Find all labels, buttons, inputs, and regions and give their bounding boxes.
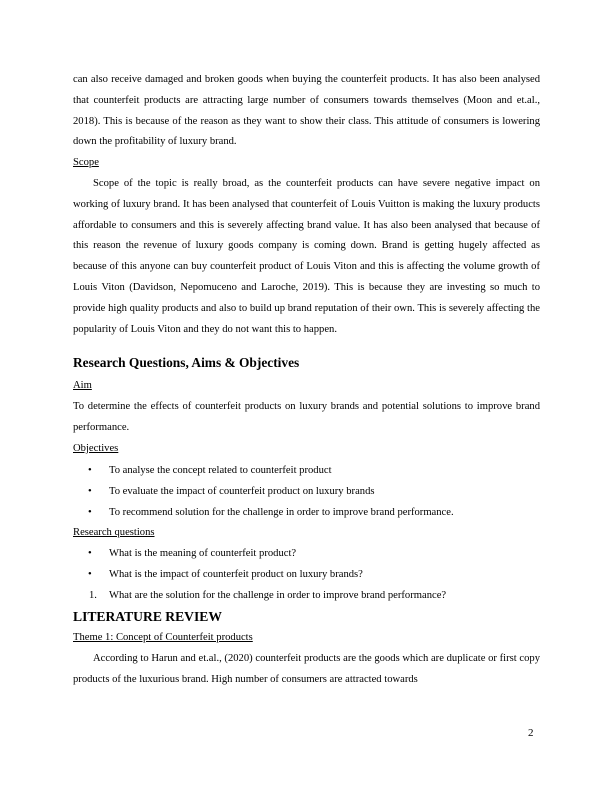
- objective-text: To analyse the concept related to counterfeit product: [109, 464, 332, 476]
- question-text: What is the meaning of counterfeit product?: [109, 548, 297, 560]
- list-item: [73, 481, 540, 502]
- theme-label: Theme 1: Concept of Counterfeit products: [73, 632, 253, 644]
- research-questions-list: [73, 543, 540, 585]
- objectives-list: [73, 460, 540, 523]
- objectives-label: Objectives: [73, 442, 119, 454]
- literature-review-heading: LITERATURE REVIEW: [73, 609, 222, 625]
- aim-paragraph: To determine the effects of counterfeit products on luxury brands and potential solutions to improve brand performance.: [73, 401, 540, 433]
- research-questions-label: Research questions: [73, 526, 155, 538]
- bullet-icon: •: [88, 569, 92, 581]
- page-number: 2: [528, 727, 534, 739]
- research-questions-heading: Research Questions, Aims & Objectives: [73, 355, 300, 371]
- bullet-icon: •: [88, 506, 92, 518]
- list-item: [73, 460, 540, 481]
- theme-paragraph: According to Harun and et.al., (2020) counterfeit products are the goods which are duplicate or first copy products of the luxurious brand. High number of consumers are attracted towards: [73, 653, 540, 685]
- list-item: [73, 564, 540, 585]
- intro-paragraph: can also receive damaged and broken goods when buying the counterfeit products. It has also been analysed that counterfeit products are attracting large number of consumers towards themselves (Moon and et.al., 2018). This is because of the reason as they want to show their class. This attitude of consumers is lowering down the profitability of luxury brand.: [73, 74, 540, 148]
- list-item: [73, 585, 540, 606]
- page-content: [73, 70, 540, 691]
- list-item: [73, 502, 540, 523]
- question-text: What is the impact of counterfeit product on luxury brands?: [109, 569, 363, 581]
- bullet-icon: •: [88, 464, 92, 476]
- question-text: What are the solution for the challenge in order to improve brand performance?: [109, 590, 447, 602]
- objective-text: To evaluate the impact of counterfeit product on luxury brands: [109, 485, 375, 497]
- scope-paragraph: Scope of the topic is really broad, as the counterfeit products can have severe negative impact on working of luxury brand. It has been analysed that counterfeit of Louis Vuitton is making the luxury products affordable to consumers and this is severely affecting brand value. It has also been analysed that because of this reason the revenue of luxury goods company is coming down. Brand is getting hugely affected as because of this anyone can buy counterfeit product of Louis Viton and this is affecting the volume growth of Louis Viton (Davidson, Nepomuceno and Laroche, 2019). This is because they are investing so much to provide high quality products and also to build up brand reputation of their own. This is severely affecting the popularity of Louis Viton and they do not want this to happen.: [73, 177, 540, 335]
- bullet-icon: •: [88, 548, 92, 560]
- numbered-questions-list: [73, 585, 540, 606]
- aim-label: Aim: [73, 380, 92, 392]
- objective-text: To recommend solution for the challenge in order to improve brand performance.: [109, 506, 454, 518]
- list-item: [73, 543, 540, 564]
- list-number: 1.: [89, 590, 97, 602]
- scope-label: Scope: [73, 157, 99, 169]
- bullet-icon: •: [88, 485, 92, 497]
